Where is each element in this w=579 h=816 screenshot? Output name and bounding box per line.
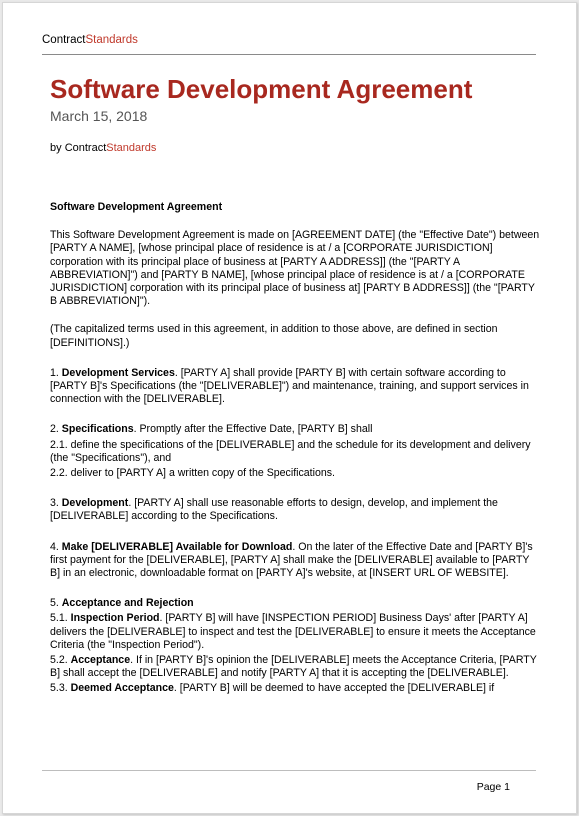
section-5-2 (50, 654, 540, 680)
section-5-1-heading: Inspection Period (70, 612, 160, 625)
page-number: Page 1 (476, 781, 510, 793)
byline (50, 141, 156, 155)
section-5-3-number: 5.3. (50, 682, 71, 695)
section-2-number: 2. (50, 423, 62, 436)
section-5-1-text: . [PARTY B] will have [INSPECTION PERIOD] Business Days' after [PARTY A] delivers the [DELIVERABLE] to inspect and test the [DELIVERABLE] to ensure it meets the Acceptance Criteria (the "Inspection Period"). (50, 612, 536, 651)
document-page (2, 2, 577, 814)
brand-contract: Contract (42, 34, 86, 46)
section-5-number: 5. (50, 597, 62, 610)
intro-paragraph: This Software Development Agreement is made on [AGREEMENT DATE] (the "Effective Date") between [PARTY A NAME], [whose principal place of residence is at / a [CORPORATE JURISDICTION] corporation with its principal place of business at [PARTY A ADDRESS]] (the "[PARTY A ABBREVIATION]") and [PARTY B NAME], [whose principal place of residence is at / a [CORPORATE JURISDICTION] corporation with its principal place of business at] [PARTY B ADDRESS]] (the "[PARTY B ABBREVIATION]"). (50, 229, 540, 308)
section-3-heading: Development (61, 497, 129, 510)
header-brand (42, 33, 138, 47)
section-5-3-heading: Deemed Acceptance (70, 682, 174, 695)
section-3-number: 3. (50, 497, 62, 510)
section-4-heading: Make [DELIVERABLE] Available for Download (61, 540, 293, 553)
section-5-3-text: . [PARTY B] will be deemed to have accepted the [DELIVERABLE] if (173, 682, 495, 695)
section-2-1: 2.1. define the specifications of the [DELIVERABLE] and the schedule for its development and delivery (the "Specifications"), and (50, 438, 531, 464)
document-date: March 15, 2018 (50, 108, 148, 124)
footer-rule (42, 770, 536, 771)
section-2-2: 2.2. deliver to [PARTY A] a written copy of the Specifications. (50, 467, 336, 480)
document-title: Software Development Agreement (50, 74, 473, 104)
section-2-text: . Promptly after the Effective Date, [PARTY B] shall (133, 423, 373, 436)
section-1-text: . [PARTY A] shall provide [PARTY B] with certain software according to [PARTY B]'s Specifications (the "[DELIVERABLE]") and maintenance, training, and support services in connection with the [DELIVERABLE]. (50, 366, 529, 406)
section-2 (50, 423, 540, 436)
header-rule (42, 54, 536, 55)
section-5-3 (50, 682, 540, 695)
section-5-2-text: . If in [PARTY B]'s opinion the [DELIVERABLE] meets the Acceptance Criteria, [PARTY B] shall accept the [DELIVERABLE] and notify [PARTY A] that it is accepting the [DELIVERABLE]. (50, 654, 537, 680)
section-3 (50, 497, 540, 523)
section-5 (50, 597, 540, 610)
byline-standards: Standards (106, 142, 157, 154)
section-5-2-heading: Acceptance (70, 654, 131, 667)
section-4 (50, 541, 540, 581)
brand-standards: Standards (85, 34, 138, 46)
section-4-text: . On the later of the Effective Date and [PARTY B]'s first payment for the [DELIVERABLE], [PARTY A] shall make the [DELIVERABLE] available to [PARTY B] in an electronic, downloadable format on [PARTY A]'s website, at [INSERT URL OF WEBSITE]. (50, 540, 533, 580)
body-heading: Software Development Agreement (50, 201, 223, 213)
section-4-number: 4. (50, 540, 62, 553)
section-5-2-number: 5.2. (50, 654, 71, 667)
section-1-heading: Development Services (61, 366, 175, 379)
section-1 (50, 367, 540, 407)
section-1-number: 1. (50, 366, 62, 379)
byline-prefix: by (50, 142, 65, 154)
section-5-heading: Acceptance and Rejection (61, 597, 194, 610)
document-body (50, 201, 540, 696)
section-2-heading: Specifications (61, 423, 134, 436)
definitions-note: (The capitalized terms used in this agreement, in addition to those above, are defined in section [DEFINITIONS].) (50, 323, 498, 349)
section-5-1 (50, 612, 540, 652)
section-5-1-number: 5.1. (50, 612, 71, 625)
byline-contract: Contract (64, 142, 107, 154)
section-3-text: . [PARTY A] shall use reasonable efforts to design, develop, and implement the [DELIVERABLE] according to the Specifications. (50, 497, 498, 523)
